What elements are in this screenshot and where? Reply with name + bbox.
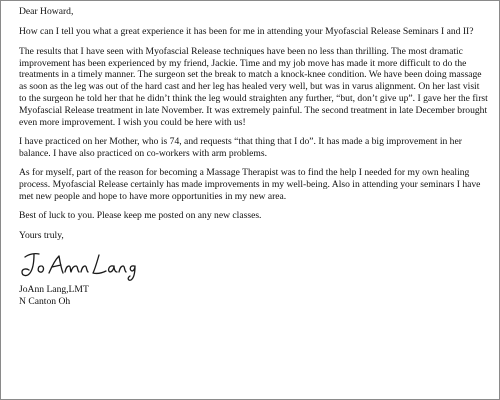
signature-block bbox=[19, 284, 489, 308]
letter-paragraph-3: I have practiced on her Mother, who is 74, and requests “that thing that I do”. It has made a big improvement in her balance. I have also practiced on co-workers with arm problems. bbox=[19, 135, 462, 159]
handwritten-signature bbox=[19, 248, 149, 282]
letter-paragraph-2: The results that I have seen with Myofascial Release techniques have been no less than thrilling. The most dramatic improvement has been experienced by my friend, Jackie. Time and my job move has made it more difficult to do the treatments in a timely manner. The surgeon set the break to match a knock-knee condition. We have been doing massage as soon as the leg was out of the hard cast and her leg has healed very well, but was in varus alignment. On her last visit to the surgeon he told her that he didn’t think the leg would straighten any further, “but, don’t give up”. I gave her the first Myofascial Release treatment in late November. It was extremely painful. The second treatment in late December brought even more improvement. I wish you could be here with us! bbox=[19, 45, 488, 128]
letter-paragraph-4: As for myself, part of the reason for becoming a Massage Therapist was to find the help I needed for my own healing process. Myofascial Release certainly has made improvements in my well-being. Also in attending your seminars I have met new people and hope to have more opportunities in my new area. bbox=[19, 167, 481, 202]
signer-name: JoAnn Lang,LMT bbox=[19, 284, 89, 296]
letter-closing: Yours truly, bbox=[19, 229, 64, 241]
letter-paragraph-1: How can I tell you what a great experience it has been for me in attending your Myofascial Release Seminars I and II? bbox=[19, 26, 474, 38]
signer-location: N Canton Oh bbox=[19, 296, 71, 308]
letter-greeting: Dear Howard, bbox=[19, 6, 74, 17]
letter-paragraph-5: Best of luck to you. Please keep me posted on any new classes. bbox=[19, 210, 262, 222]
